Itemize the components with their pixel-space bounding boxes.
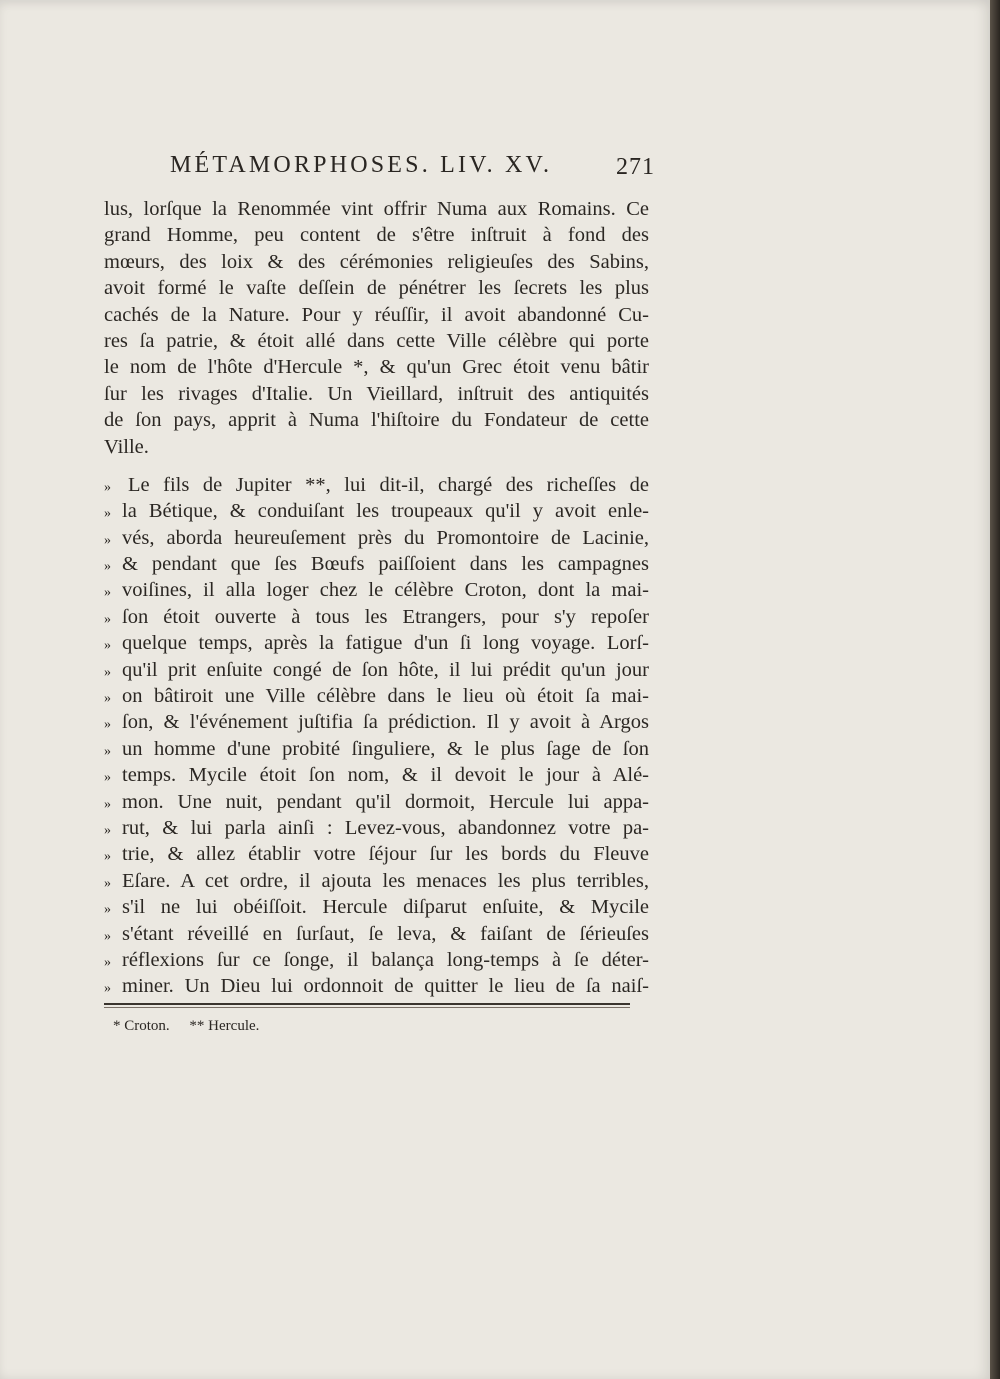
quote-mark: »: [104, 822, 111, 838]
quote-line: [104, 736, 649, 762]
quote-line: [104, 604, 649, 630]
text-line: cachés de la Nature. Pour y réuſſir, il avoit abandonné Cu-: [104, 303, 649, 326]
quote-text: ſon, & l'événement juſtifia ſa prédiction. Il y avoit à Argos: [122, 711, 649, 734]
quote-mark: »: [104, 559, 111, 575]
quote-text: Eſare. A cet ordre, il ajouta les menaces les plus terribles,: [122, 869, 649, 892]
quote-text: ſon étoit ouverte à tous les Etrangers, pour s'y repoſer: [122, 605, 649, 628]
quote-line: [104, 841, 649, 867]
quote-mark: »: [104, 902, 111, 918]
quote-mark: »: [104, 954, 111, 970]
quote-text: s'il ne lui obéiſſoit. Hercule diſparut enſuite, & Mycile: [122, 896, 649, 919]
text-line: mœurs, des loix & des cérémonies religieuſes des Sabins,: [104, 250, 649, 273]
quote-line: [104, 815, 649, 841]
quote-mark: »: [104, 506, 111, 522]
quote-line: [104, 472, 649, 498]
running-head: [170, 152, 655, 196]
footnotes: [113, 1018, 275, 1035]
quote-text: trie, & allez établir votre ſéjour ſur les bords du Fleuve: [122, 843, 649, 866]
quote-text: la Bétique, & conduiſant les troupeaux qu'il y avoit enle-: [122, 500, 649, 523]
page-edge: [990, 0, 1000, 1379]
text-line: lus, lorſque la Renommée vint offrir Numa aux Romains. Ce: [104, 198, 649, 220]
quote-mark: »: [104, 717, 111, 733]
text-line: Ville.: [104, 435, 149, 458]
quote-line: [104, 683, 649, 709]
quote-text: vés, aborda heureuſement près du Promontoire de Lacinie,: [122, 526, 649, 549]
text-line: le nom de l'hôte d'Hercule *, & qu'un Grec étoit venu bâtir: [104, 356, 649, 379]
page-number: 271: [616, 154, 655, 180]
quote-text: quelque temps, après la fatigue d'un ſi long voyage. Lorſ-: [122, 632, 649, 655]
footnote-1: * Croton.: [113, 1018, 170, 1034]
quote-text: on bâtiroit une Ville célèbre dans le lieu où étoit ſa mai-: [122, 685, 649, 708]
paragraph-2: [104, 472, 649, 1000]
quote-mark: »: [104, 981, 111, 997]
text-line: avoit formé le vaſte deſſein de pénétrer les ſecrets les plus: [104, 277, 649, 300]
footnote-2: ** Hercule.: [189, 1018, 260, 1034]
quote-line: [104, 709, 649, 735]
quote-line: [104, 498, 649, 524]
quote-line: [104, 789, 649, 815]
quote-mark: »: [104, 770, 111, 786]
quote-mark: »: [104, 479, 111, 495]
quote-line: [104, 577, 649, 603]
text-line: grand Homme, peu content de s'être inſtruit à fond des: [104, 224, 649, 247]
quote-text: Le fils de Jupiter **, lui dit-il, chargé des richeſſes de: [128, 473, 649, 496]
quote-line: [104, 921, 649, 947]
text-line: de ſon pays, apprit à Numa l'hiſtoire du Fondateur de cette: [104, 409, 649, 432]
quote-line: [104, 525, 649, 551]
quote-mark: »: [104, 638, 111, 654]
footnote-rule: [104, 1003, 630, 1005]
quote-mark: »: [104, 691, 111, 707]
quote-mark: »: [104, 849, 111, 865]
quote-mark: »: [104, 743, 111, 759]
text-line: ſur les rivages d'Italie. Un Vieillard, inſtruit des antiquités: [104, 382, 649, 405]
quote-mark: »: [104, 532, 111, 548]
quote-mark: »: [104, 664, 111, 680]
quote-text: mon. Une nuit, pendant qu'il dormoit, Hercule lui appa-: [122, 790, 649, 813]
quote-line: [104, 947, 649, 973]
quote-line: [104, 630, 649, 656]
quote-line: [104, 973, 649, 999]
quote-text: & pendant que ſes Bœufs paiſſoient dans les campagnes: [122, 553, 649, 576]
quote-text: miner. Un Dieu lui ordonnoit de quitter le lieu de ſa naiſ-: [122, 975, 649, 998]
quote-line: [104, 762, 649, 788]
quote-text: voiſines, il alla loger chez le célèbre Croton, dont la mai-: [122, 579, 649, 602]
quote-text: un homme d'une probité ſinguliere, & le plus ſage de ſon: [122, 737, 649, 760]
quote-mark: »: [104, 928, 111, 944]
paragraph-gap: [104, 460, 649, 472]
text-line: res ſa patrie, & étoit allé dans cette Ville célèbre qui porte: [104, 329, 649, 352]
quote-text: temps. Mycile étoit ſon nom, & il devoit le jour à Alé-: [122, 764, 649, 787]
quote-text: s'étant réveillé en ſurſaut, ſe leva, & faiſant de ſérieuſes: [122, 922, 649, 945]
paragraph-1: [104, 196, 649, 460]
quote-line: [104, 868, 649, 894]
quote-text: rut, & lui parla ainſi : Levez-vous, abandonnez votre pa-: [122, 816, 649, 839]
quote-mark: »: [104, 585, 111, 601]
quote-line: [104, 894, 649, 920]
quote-line: [104, 551, 649, 577]
quote-mark: »: [104, 611, 111, 627]
quote-text: réflexions ſur ce ſonge, il balança long-temps à ſe déter-: [122, 948, 649, 971]
quote-line: [104, 657, 649, 683]
running-title: MÉTAMORPHOSES. LIV. XV.: [170, 152, 553, 178]
quote-mark: »: [104, 796, 111, 812]
body-text: [104, 196, 649, 1000]
quote-text: qu'il prit enſuite congé de ſon hôte, il lui prédit qu'un jour: [122, 658, 649, 681]
footnote-rule-thin: [104, 1007, 630, 1008]
quote-mark: »: [104, 875, 111, 891]
